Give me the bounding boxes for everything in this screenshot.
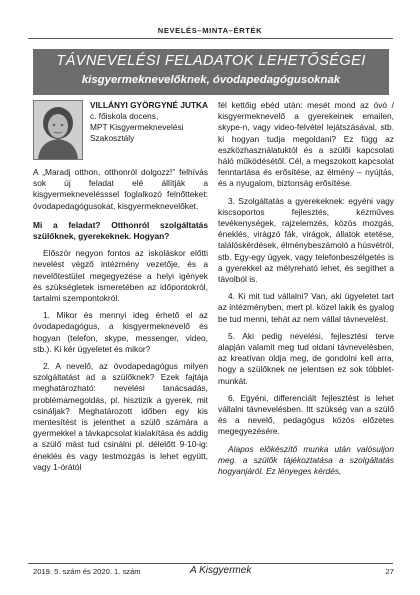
left-column (33, 167, 208, 479)
author-photo (33, 100, 83, 160)
intro-paragraph: A „Maradj otthon, otthonról dolgozz!” felhívás sok új feladat elé állítják a kisgyermeknevelésssel foglalkozó felnőtteket: óvodapedagógusokat, kisgyermeknevelőket. (33, 167, 208, 211)
numbered-paragraph-4: 4. Ki mit tud vállalni? Van, aki ügyeletet tart az intézményben, mert pl. közel lakik és gyalog be tud menni, tehát az nem vállal távnevelést. (218, 291, 394, 324)
section-label: NEVELÉS–MINTA–ÉRTÉK (157, 26, 263, 35)
numbered-paragraph-1: 1. Mikor és mennyi ideg érhető el az óvodapedagógus, a kisgyermeknevelő és hogyan (telefon, skype, messenger, video, stb.). Ki kér ügyeletet és mikor? (33, 310, 208, 354)
closing-paragraph: Alapos előkészítő munka után valósuljon meg. a szülők tájékoztatása a szolgáltatás hogyanjáról. Ez lényeges kérdés, (218, 443, 394, 477)
numbered-paragraph-2: 2. A nevelő, az óvodapedagógus milyen szolgáltatást ad a szülőknek? Ezek fajtája meghatározható: nevelési tanácsadás, problémamegoldás, pl. hisztizik a gyerek, mit csináljak? Meghatározott időben egy kis mentesítést is jelenthet a szülő számára a gyermekkel a távkapcsolat kialakítása és addig a szülő mást tud csinálni pl. délelőtt 9-10-ig: éneklés és vagy testmozgás is lehet együtt, vagy 1-órától (33, 361, 208, 472)
magazine-name: A Kisgyermek (190, 565, 252, 576)
numbered-paragraph-3: 3. Szolgáltatás a gyerekeknek: egyéni vagy kiscsoportos fejlesztés, kézműves tevékenységek, rajzelemzés, közös mozgás, éneklés, virágzó fák, virágok, állatok etetése, találóskérdések, élménybeszámoló a húsvétról, stb. Egy-egy ügyek, vagy telefonbeszélgetés is a gyerekkel az mélyreható lehet, és segíthet a távolból is. (218, 195, 394, 285)
issue-info: 2019. 5. szám és 2020. 1. szám (33, 567, 141, 576)
author-affiliation-cont: Szakosztály (90, 133, 135, 143)
author-name: VILLÁNYI GYÖRGYNÉ JUTKA (90, 100, 209, 110)
article-subtitle: kisgyermeknevelőknek, óvodapedagógusoknak (81, 74, 341, 86)
footer-divider (28, 563, 393, 564)
numbered-paragraph-5: 5. Aki pedig nevelési, fejlesztési terve alapján valamit meg tud oldani távnevelésben, az kreatívan oldja meg, de gondolni kell arra, hogy a szülőknek ne jelentsen ez sok többlet-munkát. (218, 330, 394, 386)
body-paragraph: Először negyon fontos az iskoláskor előtti nevelést végző intézmény vezetője, és a nevelőtestület megegyezése a helyi igények és szükségletek ismeretében az időpontokról, tartalmi szempontokról. (33, 248, 208, 304)
section-heading: Mi a feladat? Otthonról szolgáltatás szülőknek, gyerekeknek. Hogyan? (33, 219, 208, 242)
author-title: c. főiskola docens, (90, 111, 159, 121)
article-title: TÁVNEVELÉSI FELADATOK LEHETŐSÉGEI (56, 53, 366, 69)
right-column (218, 100, 394, 483)
continued-paragraph: fél kettőig ebéd után: mesét mond az óvó / kisgyermeknevelő a gyerekeinek emailen, skype-n, vagy video-felvétel lejátszásával, stb. ki hogyan tudja megoldani? Ez függ az eszközhasználatuktól és a szülői kapcsolati háló működésétől. Cél, a megszokott kapcsolat fenntartása és erősítése, az élmény – nyújtás, és a nyugalom, biztonság erősítése. (218, 100, 394, 189)
article-banner (33, 49, 389, 95)
page-number: 27 (385, 567, 394, 576)
author-affiliation: MPT Kisgyermeknevelési (90, 122, 184, 132)
author-info (90, 100, 210, 144)
numbered-paragraph-6: 6. Egyéni, differenciált fejlesztést is lehet vállalni távnevelésben. Itt szükség van a szülő és a nevelő, pedagógus közös előzetes megegyezésére. (218, 392, 394, 437)
author-portrait-image (34, 101, 82, 159)
header-divider (28, 38, 393, 39)
